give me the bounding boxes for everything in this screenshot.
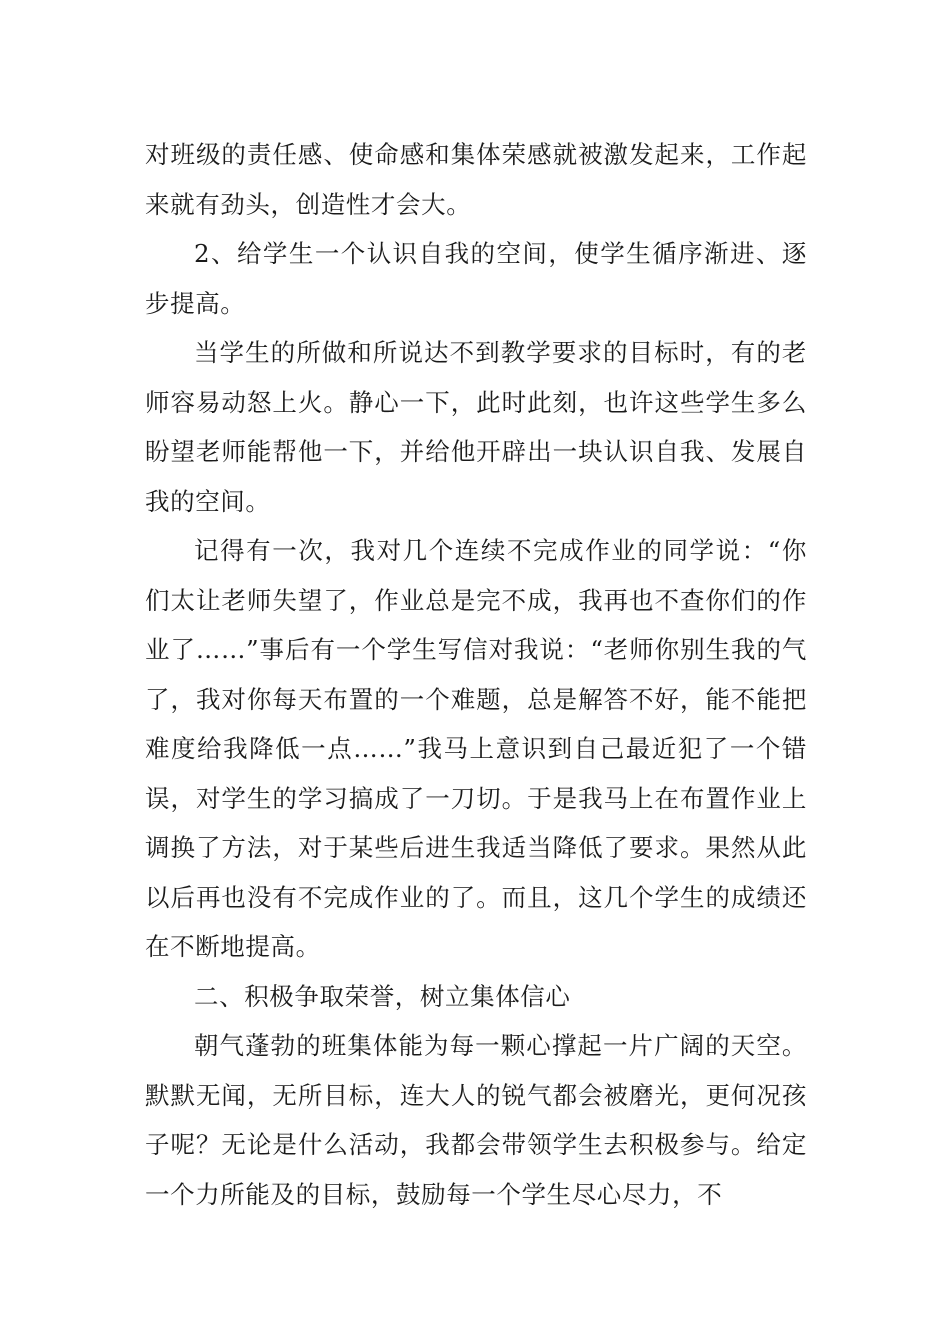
paragraph-continuation: 对班级的责任感、使命感和集体荣感就被激发起来，工作起来就有劲头，创造性才会大。: [145, 140, 807, 219]
paragraph-teacher-anger: 当学生的所做和所说达不到教学要求的目标时，有的老师容易动怒上火。静心一下，此时此刻，也许这些学生多么盼望老师能帮他一下，并给他开辟出一块认识自我、发展自我的空间。: [145, 338, 807, 516]
paragraph-class-spirit: 朝气蓬勃的班集体能为每一颗心撑起一片广阔的天空。默默无闻，无所目标，连大人的锐气都会被磨光，更何况孩子呢？无论是什么活动，我都会带领学生去积极参与。给定一个力所能及的目标，鼓励每一个学生尽心尽力，不: [145, 1031, 807, 1209]
paragraph-heading-2: 2、给学生一个认识自我的空间，使学生循序渐进、逐步提高。: [145, 239, 807, 318]
paragraph-homework-story: 记得有一次，我对几个连续不完成作业的同学说：“你们太让老师失望了，作业总是完不成，我再也不查你们的作业了……”事后有一个学生写信对我说：“老师你别生我的气了，我对你每天布置的一个难题，总是解答不好，能不能把难度给我降低一点……”我马上意识到自己最近犯了一个错误，对学生的学习搞成了一刀切。于是我马上在布置作业上调换了方法，对于某些后进生我适当降低了要求。果然从此以后再也没有不完成作业的了。而且，这几个学生的成绩还在不断地提高。: [145, 536, 807, 961]
section-heading-2: 二、积极争取荣誉，树立集体信心: [194, 981, 571, 1011]
document-body: [145, 130, 807, 1219]
